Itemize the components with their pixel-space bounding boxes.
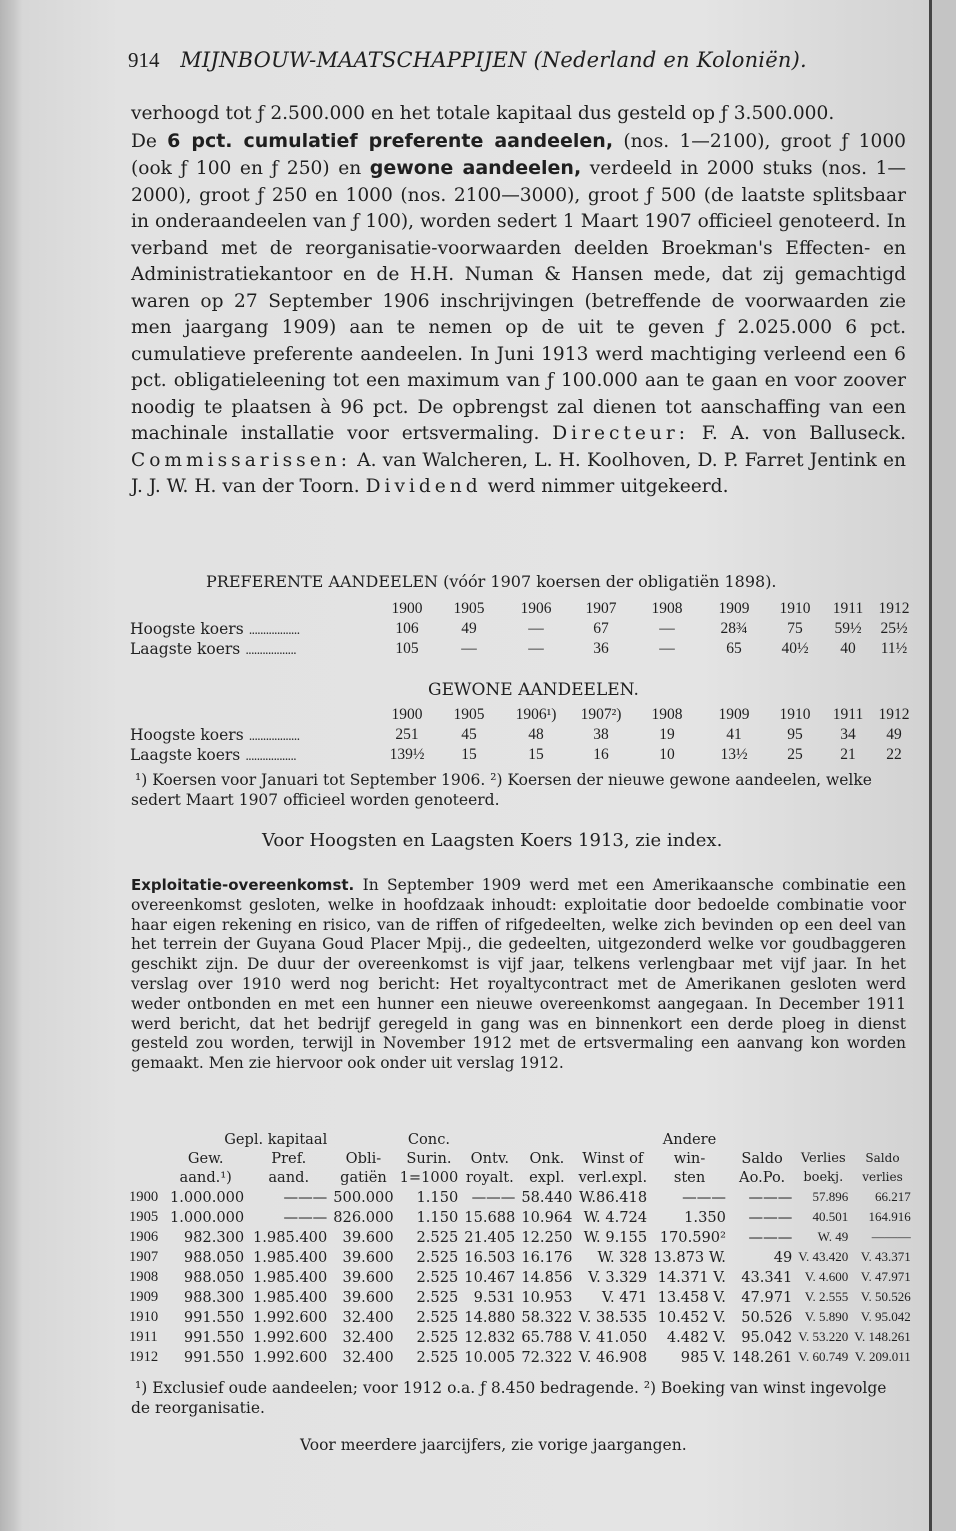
value-cell: 2.525 [416,1328,459,1346]
exploitatie-text: In September 1909 werd met een Amerikaansche combinatie een overeenkomst gesloten, welke in hoofdzaak inhoudt: exploitatie door bedoelde combinatie voor haar eigen rekening en risico, van de riffen of rifgedeelten, welke zich bevinden op een deel van het terrein der Guyana Goud Placer Mpij., die gedeelten, uitgezonderd welke vor goudbaggeren geschikt zijn. De duur der overeenkomst is vijf jaar, telkens verlengbaar met vijf jaar. In het verslag over 1910 werd nog bericht: Het royaltycontract met de Amerikanen gesloten werd weder ontbonden en met een hunner een nieuwe overeenkomst aangegaan. In December 1911 werd bericht, dat het bedrijf geregeld in gang was en binnenkort een derde ploeg in dienst gesteld zou worden, terwijl in November 1912 met de ertsvermaling een aanvang kon worden gemaakt. Men zie hiervoor ook onder uit verslag 1912. [131,876,906,1073]
value-cell: 34 [840,726,856,743]
value-cell: V. 3.329 [588,1268,648,1286]
value-cell: ——— [471,1188,516,1206]
conc-header: Conc. [407,1131,451,1148]
value-cell: 45 [461,726,477,743]
page-right-margin [932,0,956,1531]
column-header: Ao.Po. [739,1169,786,1186]
directeur-name: F. A. von Balluseck. [689,423,906,444]
column-header: expl. [529,1169,565,1186]
year-cell: 1905 [453,706,485,723]
value-cell: 58.322 [521,1308,573,1326]
table-row [126,1327,914,1347]
value-cell: 988.050 [183,1248,245,1266]
value-cell: 991.550 [183,1348,245,1366]
value-cell: V. 209.011 [854,1349,911,1364]
value-cell: 50.526 [741,1308,793,1326]
row-label: Hoogste koers [130,726,244,744]
value-cell: 14.856 [521,1268,573,1286]
value-cell: 75 [787,620,803,637]
year-cell: 1909 [129,1288,159,1305]
value-cell: 39.600 [342,1288,394,1306]
column-header: Saldo [865,1151,900,1165]
page-number: 914 [128,48,160,72]
table-header-row [130,599,916,619]
value-cell: W. 328 [597,1248,648,1266]
value-cell: — [528,620,544,637]
value-cell: 1.000.000 [169,1188,245,1206]
value-cell: 36 [593,640,609,657]
column-header: aand.¹) [179,1169,232,1186]
value-cell: ——— [283,1188,328,1206]
preferente-table-title: PREFERENTE AANDEELEN (vóór 1907 koersen der obligatiën 1898). [206,572,777,591]
value-cell: 991.550 [183,1308,245,1326]
column-header: Onk. [529,1150,565,1167]
value-cell: 95 [787,726,803,743]
table-header-row [126,1130,914,1149]
row-label: Laagste koers [130,746,241,764]
text: verdeeld in 2000 stuks (nos. 1—2000), groot ƒ 250 en 1000 (nos. 2100—3000), groot ƒ 500 (de laatste splitsbaar in onderaandeelen van ƒ 100), worden sedert 1 Maart 1907 officieel genoteerd. In verband met de reorganisatie-voorwaarden deelden Broekman's Effecten- en Administratiekantoor en de H.H. Numan & Hansen mede, dat zij gemachtigd waren op 27 September 1906 inschrijvingen (betreffende de voorwaarden zie men jaargang 1909) aan te nemen op de uit te geven ƒ 2.025.000 6 pct. cumulatieve preferente aandeelen. In Juni 1913 werd machtiging verleend een 6 pct. obligatieleening tot een maximum van ƒ 100.000 aan te gaan en voor zoover noodig te plaatsen à 96 pct. De opbrengst zal dienen tot aanschaffing van een machinale installatie voor ertsvermaling. [131,158,906,444]
year-cell: 1907 [129,1248,159,1265]
year-cell: 1906¹) [515,706,557,723]
column-header: Pref. [271,1150,307,1167]
value-cell: 67 [593,620,609,637]
value-cell: 39.600 [342,1228,394,1246]
value-cell: 170.590² [659,1228,726,1246]
value-cell: — [461,640,477,657]
value-cell: 58.440 [521,1188,573,1206]
leader-dots: .................. [245,749,296,763]
value-cell: 21 [840,746,856,763]
value-cell: V. 43.371 [860,1249,911,1264]
value-cell: 251 [395,726,419,743]
directeur-label: Directeur: [552,423,690,444]
value-cell: 12.250 [521,1228,573,1246]
value-cell: 10 [659,746,675,763]
value-cell: 49 [886,726,902,743]
value-cell: ——— [748,1188,793,1206]
year-cell: 1908 [651,600,683,617]
table-header-row [126,1168,914,1187]
value-cell: V. 38.535 [578,1308,648,1326]
value-cell: V. 60.749 [798,1349,849,1364]
value-cell: V. 53.220 [798,1329,849,1344]
value-cell: 25½ [880,620,908,637]
dividend-label: Dividend [365,476,482,497]
value-cell: 1.992.600 [252,1348,328,1366]
value-cell: 1.985.400 [252,1268,328,1286]
value-cell: V. 46.908 [578,1348,648,1366]
value-cell: 21.405 [464,1228,516,1246]
value-cell: V. 95.042 [860,1309,911,1324]
value-cell: 10.005 [464,1348,516,1366]
value-cell: ——— [748,1208,793,1226]
value-cell: 13½ [720,746,748,763]
value-cell: W. 4.724 [583,1208,648,1226]
column-header: Gew. [187,1150,224,1167]
value-cell: 19 [659,726,675,743]
value-cell: 10.467 [464,1268,516,1286]
value-cell: W. 9.155 [583,1228,648,1246]
year-cell: 1908 [129,1268,159,1285]
column-header: Saldo [741,1150,783,1167]
value-cell: ——— [871,1229,911,1244]
andere-header: Andere [662,1131,717,1148]
year-cell: 1911 [832,600,864,617]
text: De [131,130,168,152]
table-header-row [126,1149,914,1168]
value-cell: 1.992.600 [252,1328,328,1346]
value-cell: 14.371 V. [657,1268,726,1286]
value-cell: 16.503 [464,1248,516,1266]
value-cell: 39.600 [342,1248,394,1266]
leader-dots: .................. [245,643,296,657]
value-cell: 39.600 [342,1268,394,1286]
value-cell: ——— [682,1188,726,1206]
year-cell: 1907²) [580,706,622,723]
value-cell: 12.832 [464,1328,516,1346]
table-row [126,1187,914,1207]
table-row [126,1307,914,1327]
value-cell: 500.000 [333,1188,394,1206]
value-cell: 72.322 [521,1348,573,1366]
value-cell: — [659,620,675,637]
table-row [126,1207,914,1227]
column-header: Obli- [345,1150,382,1167]
leader-dots: .................. [248,623,300,637]
year-cell: 1900 [391,600,423,617]
table-row [126,1247,914,1267]
year-cell: 1908 [651,706,683,723]
value-cell: 40.501 [812,1209,849,1224]
year-cell: 1912 [878,706,910,723]
value-cell: 15 [461,746,477,763]
value-cell: V. 43.420 [798,1249,849,1264]
value-cell: V. 47.971 [860,1269,911,1284]
table-row [126,1347,914,1367]
value-cell: — [528,640,544,657]
value-cell: 40 [840,640,856,657]
value-cell: 1.350 [684,1208,726,1226]
value-cell: 43.341 [741,1268,793,1286]
column-header: Surin. [406,1150,452,1167]
value-cell: 95.042 [741,1328,793,1346]
value-cell: W.86.418 [578,1188,648,1206]
value-cell: 2.525 [416,1228,459,1246]
column-header: Verlies [800,1151,846,1166]
intro-line-1: verhoogd tot ƒ 2.500.000 en het totale kapitaal dus gesteld op ƒ 3.500.000. [131,103,835,124]
value-cell: 22 [886,746,902,763]
value-cell: 1.000.000 [169,1208,245,1226]
value-cell: 15 [528,746,544,763]
running-title: MIJNBOUW-MAATSCHAPPIJEN (Nederland en Koloniën). [180,48,807,72]
column-header: sten [673,1169,706,1186]
preferente-koers-table [130,599,916,659]
year-cell: 1910 [129,1308,159,1325]
year-cell: 1910 [779,600,811,617]
value-cell: 59½ [834,620,862,637]
value-cell: V. 4.600 [804,1269,849,1284]
year-cell: 1900 [391,706,423,723]
value-cell: 32.400 [342,1328,394,1346]
intro-paragraph [131,101,906,501]
value-cell: 2.525 [416,1268,459,1286]
value-cell: ——— [748,1228,793,1246]
column-header: 1=1000 [399,1169,459,1186]
running-head [128,48,807,73]
year-cell: 1905 [129,1208,159,1225]
value-cell: V. 41.050 [578,1328,648,1346]
value-cell: 49 [773,1248,793,1266]
commissarissen-names: A. van Walcheren, L. H. Koolhoven, D. P. Farret Jentink en J. J. W. H. van der Toorn. [131,449,906,497]
value-cell: 47.971 [741,1288,793,1306]
year-cell: 1909 [718,600,750,617]
value-cell: 10.953 [521,1288,573,1306]
value-cell: 16.176 [521,1248,573,1266]
column-header: Winst of [582,1150,644,1167]
row-label: Hoogste koers [130,620,244,638]
dividend-text: werd nimmer uitgekeerd. [481,476,729,497]
value-cell: 9.531 [473,1288,516,1306]
value-cell: 1.985.400 [252,1288,328,1306]
leader-dots: .................. [248,729,300,743]
table-row [130,639,916,659]
year-cell: 1906 [129,1228,159,1245]
page-left-edge [0,0,22,1531]
year-cell: 1912 [129,1348,159,1365]
column-header: boekj. [803,1170,844,1185]
table-row [130,725,916,745]
value-cell: 32.400 [342,1348,394,1366]
value-cell: 148.261 [731,1348,793,1366]
value-cell: 985 V. [680,1348,726,1366]
gewone-table-title: GEWONE AANDEELEN. [428,680,639,700]
column-header: royalt. [465,1169,514,1186]
value-cell: V. 5.890 [804,1309,849,1324]
column-header: verlies [862,1170,903,1184]
value-cell: 10.964 [521,1208,573,1226]
value-cell: 48 [528,726,544,743]
value-cell: W. 49 [817,1229,849,1244]
value-cell: 65 [726,640,742,657]
value-cell: 16 [593,746,609,763]
exploitatie-paragraph [131,876,906,1074]
pref-shares-heading: 6 pct. cumulatief preferente aandeelen, [167,129,614,152]
value-cell: 32.400 [342,1308,394,1326]
value-cell: 25 [787,746,803,763]
column-header: verl.expl. [578,1169,648,1186]
column-header: aand. [268,1169,310,1186]
intro-body [131,128,906,501]
value-cell: 164.916 [868,1209,911,1224]
table-row [126,1227,914,1247]
index-note: Voor Hoogsten en Laagsten Koers 1913, zie index. [262,830,723,851]
value-cell: 66.217 [874,1189,911,1204]
value-cell: 988.050 [183,1268,245,1286]
financial-table [126,1130,914,1367]
financial-footnote: ¹) Exclusief oude aandeelen; voor 1912 o.a. ƒ 8.450 bedragende. ²) Boeking van winst ingevolge de reorganisatie. [131,1379,887,1417]
value-cell: 13.873 W. [653,1248,726,1266]
table-row [130,745,916,765]
year-cell: 1905 [453,600,485,617]
value-cell: 4.482 V. [666,1328,726,1346]
value-cell: 11½ [880,640,908,657]
value-cell: 105 [395,640,419,657]
value-cell: 28¾ [720,620,748,637]
gepl-kapitaal-header: Gepl. kapitaal [224,1131,328,1148]
table-row [126,1287,914,1307]
value-cell: V. 2.555 [804,1289,849,1304]
value-cell: 982.300 [183,1228,245,1246]
year-cell: 1907 [585,600,617,617]
value-cell: 1.985.400 [252,1228,328,1246]
value-cell: 991.550 [183,1328,245,1346]
year-cell: 1900 [129,1188,159,1205]
year-cell: 1912 [878,600,910,617]
value-cell: 826.000 [333,1208,394,1226]
column-header: gatiën [340,1169,387,1186]
column-header: win- [673,1150,706,1167]
value-cell: 1.992.600 [252,1308,328,1326]
column-header: Ontv. [470,1150,510,1167]
value-cell: 2.525 [416,1288,459,1306]
value-cell: V. 148.261 [854,1329,911,1344]
value-cell: 57.896 [812,1189,849,1204]
year-cell: 1911 [129,1328,158,1345]
value-cell: 15.688 [464,1208,516,1226]
gewone-koers-table [130,705,916,765]
table-row [130,619,916,639]
value-cell: 40½ [781,640,809,657]
value-cell: 38 [593,726,609,743]
value-cell: 1.150 [416,1208,459,1226]
value-cell: 14.880 [464,1308,516,1326]
year-cell: 1909 [718,706,750,723]
common-shares-heading: gewone aandeelen, [369,157,582,179]
table-header-row [130,705,916,725]
value-cell: 13.458 V. [657,1288,726,1306]
value-cell: 2.525 [416,1348,459,1366]
year-cell: 1911 [832,706,864,723]
gewone-footnote: ¹) Koersen voor Januari tot September 1906. ²) Koersen der nieuwe gewone aandeelen, welke sedert Maart 1907 officieel worden genoteerd. [131,771,872,809]
value-cell: 2.525 [416,1248,459,1266]
value-cell: 10.452 V. [657,1308,726,1326]
value-cell: 1.150 [416,1188,459,1206]
value-cell: 988.300 [183,1288,245,1306]
year-cell: 1910 [779,706,811,723]
value-cell: 65.788 [521,1328,573,1346]
exploitatie-heading: Exploitatie-overeenkomst. [131,876,355,894]
closing-note: Voor meerdere jaarcijfers, zie vorige jaargangen. [300,1436,687,1454]
value-cell: 2.525 [416,1308,459,1326]
value-cell: 1.985.400 [252,1248,328,1266]
value-cell: ——— [283,1208,328,1226]
value-cell: 106 [395,620,419,637]
value-cell: V. 471 [602,1288,648,1306]
value-cell: 49 [461,620,477,637]
year-cell: 1906 [520,600,552,617]
row-label: Laagste koers [130,640,241,658]
commissarissen-label: Commissarissen: [131,449,351,471]
table-row [126,1267,914,1287]
value-cell: V. 50.526 [860,1289,911,1304]
value-cell: 139½ [389,746,425,763]
value-cell: — [659,640,675,657]
text: (nos. 1—2100), groot ƒ 1000 (ook ƒ 100 en ƒ 250) en [131,130,906,179]
value-cell: 41 [726,726,742,743]
